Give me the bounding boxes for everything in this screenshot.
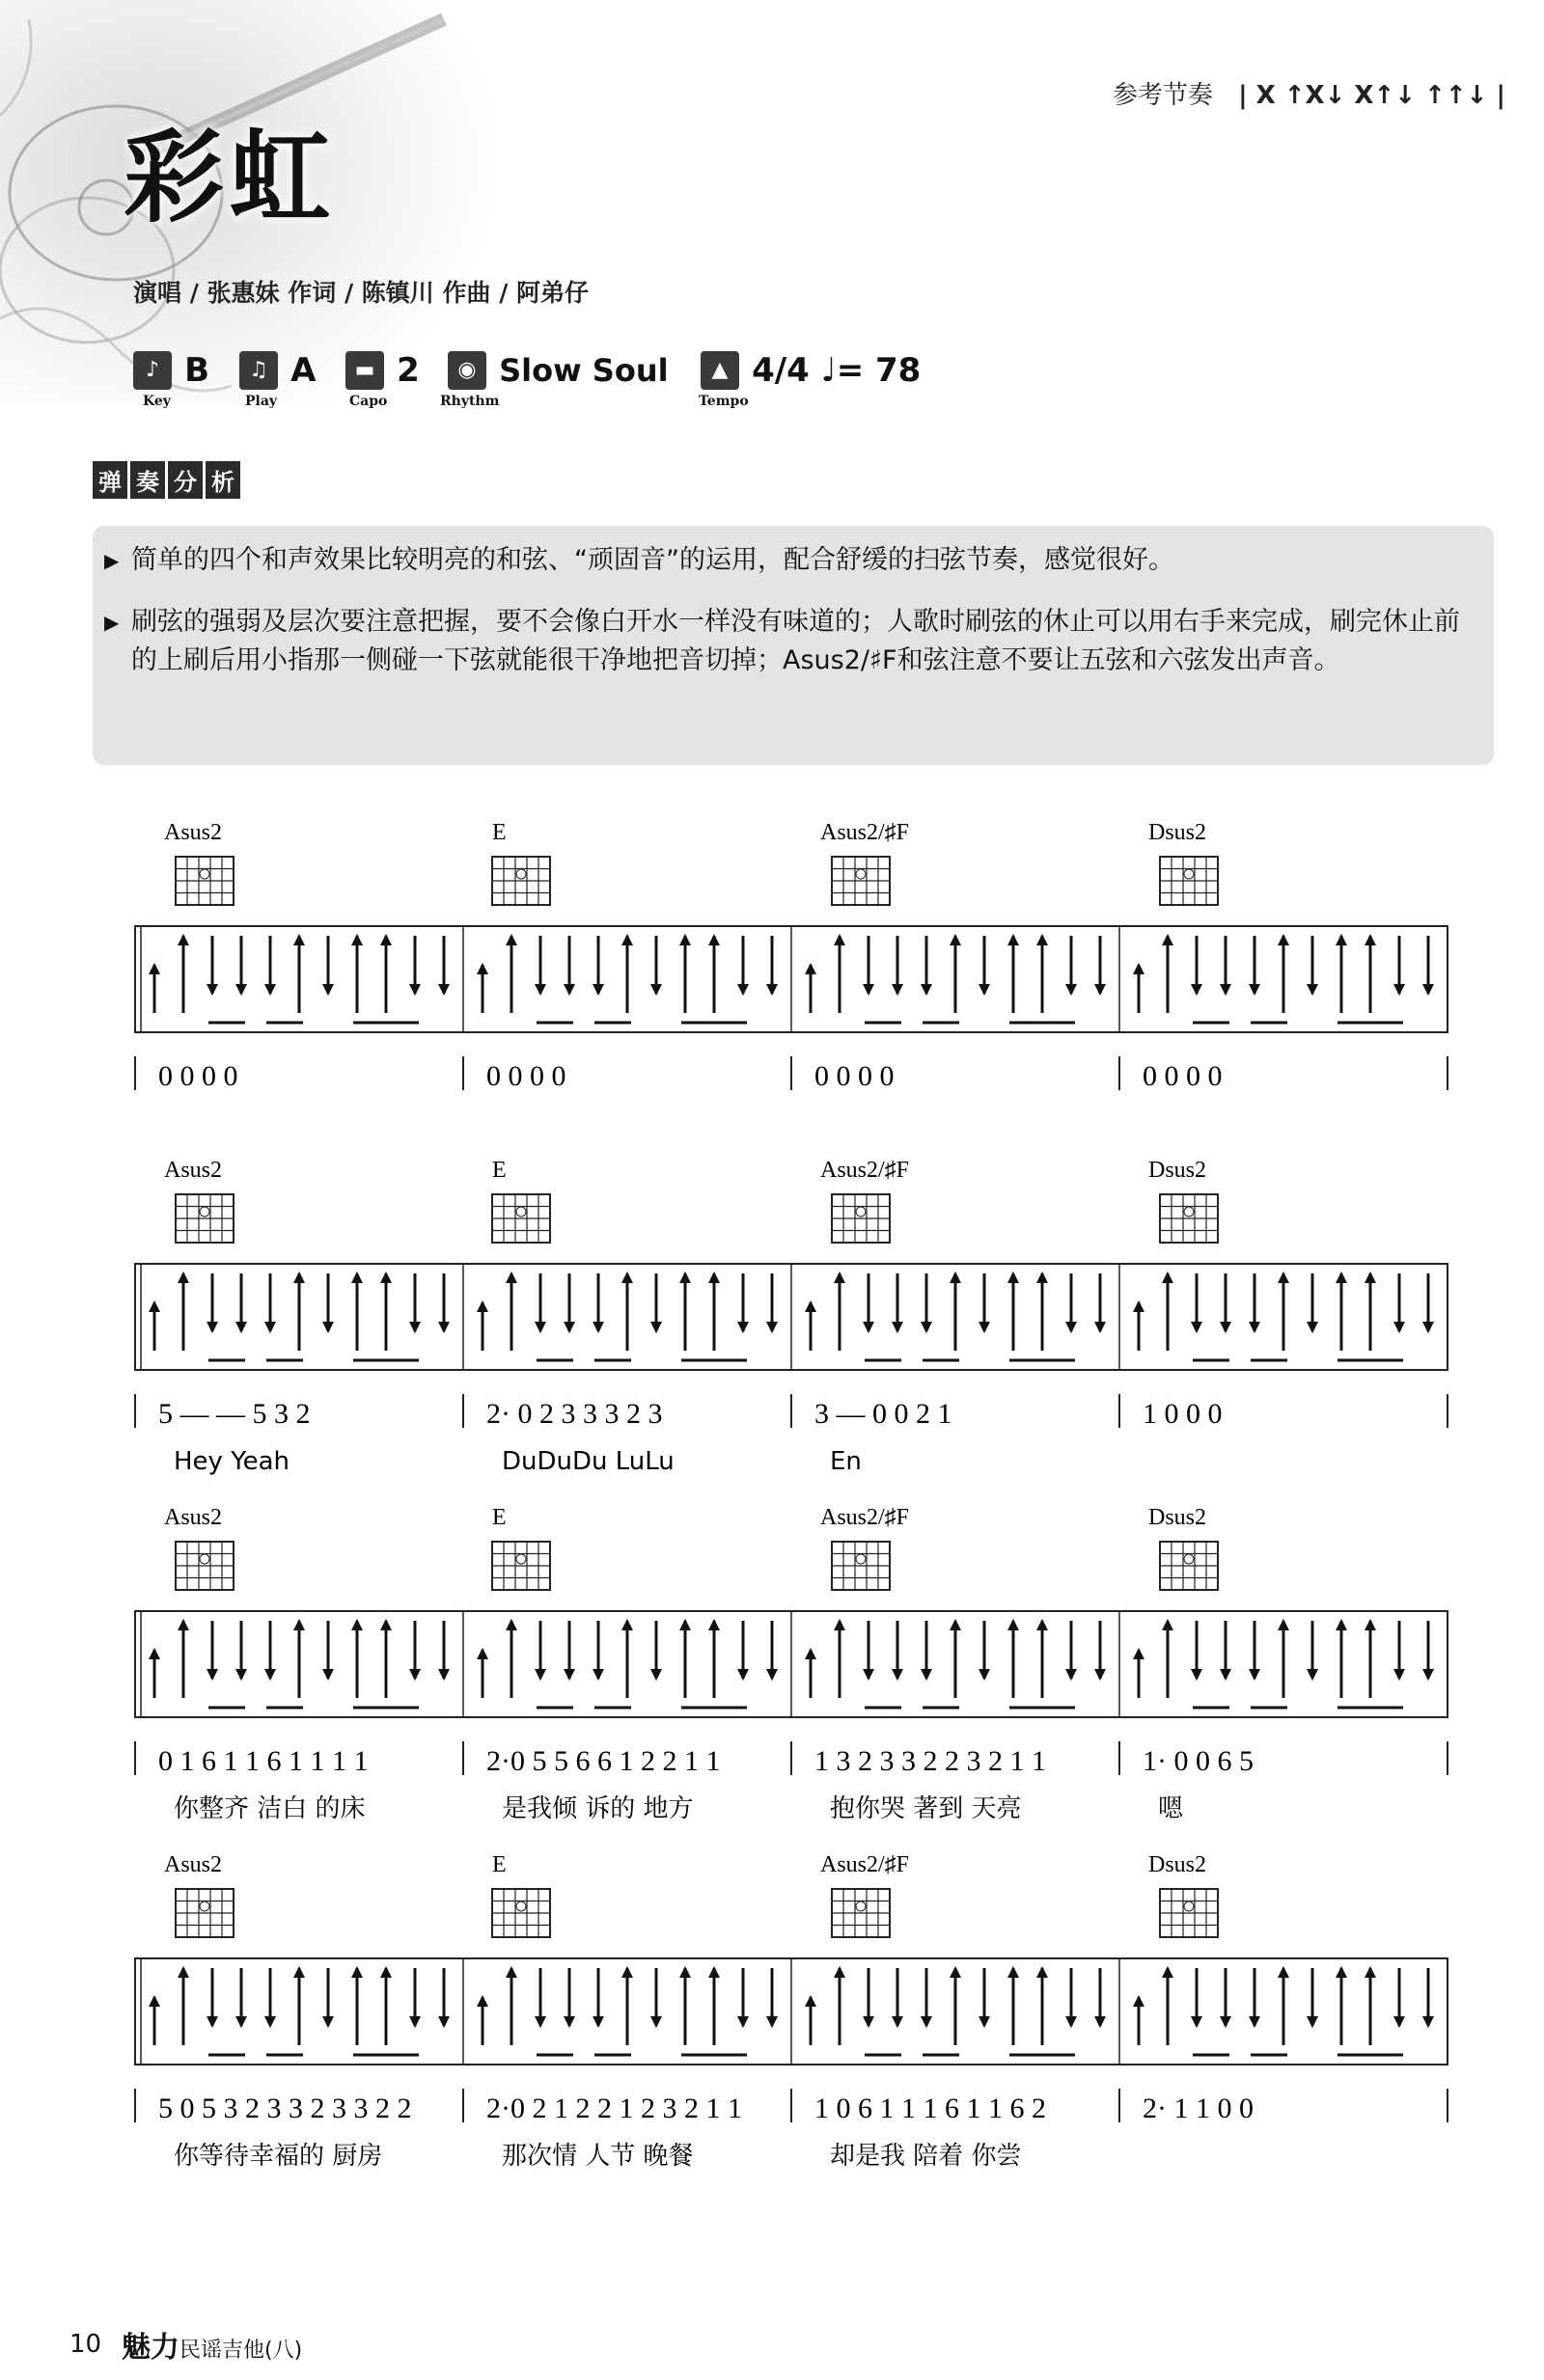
strum-up-arrow [351,1619,363,1630]
notation-measure: 2·0 2 1 2 2 1 2 3 2 1 1 [486,2093,742,2124]
chord-name: Asus2 [164,820,223,845]
strum-down-arrow [1094,1322,1106,1333]
strum-down-arrow [1191,1669,1202,1681]
notation-measure: 1 3 2 3 3 2 2 3 2 1 1 [814,1745,1046,1777]
chord-name: Dsus2 [1148,1158,1207,1183]
strum-down-arrow [564,1322,575,1333]
strum-up-arrow [1365,1619,1376,1630]
strum-up-arrow [1365,1966,1376,1978]
strum-up-arrow [178,1619,189,1630]
chord-finger-dot [516,869,526,879]
chord-diagram [832,1194,890,1243]
chord-finger-dot [856,1554,866,1564]
strum-down-arrow [1249,984,1260,996]
strum-down-arrow [1249,1322,1260,1333]
strum-down-arrow [863,1322,874,1333]
strum-up-arrow [1278,1966,1289,1978]
chord-finger-dot [516,1207,526,1217]
chord-name: Dsus2 [1148,1852,1207,1877]
strum-up-arrow [351,1966,363,1978]
capo-info [345,351,420,409]
rhythm-info [440,351,669,409]
capo-caption: Capo [349,394,388,409]
notation-measure: 1 0 6 1 1 1 6 1 1 6 2 [814,2093,1046,2124]
strum-up-arrow [1133,1995,1144,2007]
strum-down-arrow [892,1322,903,1333]
strum-down-arrow [863,1669,874,1681]
chord-name: Asus2 [164,1852,223,1877]
strum-down-arrow [1191,2016,1202,2028]
strum-up-arrow [805,1995,816,2007]
capo-value: 2 [397,351,420,390]
strum-up-arrow [834,1966,845,1978]
strum-up-arrow [708,1966,720,1978]
strum-up-arrow [1336,1272,1347,1283]
strum-up-arrow [805,1300,816,1312]
strum-down-arrow [207,1322,218,1333]
strum-up-arrow [149,963,160,974]
strum-up-arrow [477,1995,488,2007]
strum-down-arrow [650,1669,662,1681]
score-system [135,1852,1448,2171]
play-caption: Play [245,394,278,409]
strum-up-arrow [1007,1966,1019,1978]
strum-up-arrow [506,1966,517,1978]
strum-up-arrow [380,1272,392,1283]
strum-up-arrow [293,1619,305,1630]
strum-down-arrow [863,984,874,996]
strum-up-arrow [477,1300,488,1312]
rhythm-caption: Rhythm [440,394,500,409]
strum-down-arrow [235,2016,247,2028]
strum-down-arrow [1220,1322,1231,1333]
strum-up-arrow [1036,1272,1048,1283]
strum-up-arrow [679,1619,691,1630]
notation-measure: 1· 0 0 6 5 [1143,1745,1254,1777]
lyric-line: En [830,1447,862,1476]
chord-diagram [176,1542,234,1590]
strum-up-arrow [1133,963,1144,974]
strum-up-arrow [293,934,305,945]
strum-down-arrow [322,984,334,996]
score-system [135,820,1448,1092]
strum-down-arrow [235,984,247,996]
lyric-line: 抱你哭 著到 天亮 [830,1794,1022,1823]
notation-measure: 0 0 0 0 [486,1060,566,1092]
notation-measure: 2· 1 1 0 0 [1143,2093,1254,2124]
strum-up-arrow [506,1272,517,1283]
strum-down-arrow [979,1322,990,1333]
analysis-note [104,541,1473,580]
strum-down-arrow [207,1669,218,1681]
strum-down-arrow [1307,1322,1318,1333]
strum-down-arrow [264,1322,276,1333]
strum-down-arrow [1422,984,1434,996]
strum-up-arrow [1278,934,1289,945]
strum-down-arrow [535,1322,546,1333]
strum-down-arrow [766,1322,778,1333]
chord-name: Dsus2 [1148,1505,1207,1530]
strum-down-arrow [1307,1669,1318,1681]
lyric-line: 你等待幸福的 厨房 [174,2142,383,2171]
chord-finger-dot [1184,1207,1194,1217]
play-value: A [290,351,317,390]
strum-up-arrow [1336,934,1347,945]
strum-down-arrow [921,984,932,996]
strum-down-arrow [438,984,450,996]
chord-finger-dot [856,869,866,879]
notation-measure: 2· 0 2 3 3 3 2 3 [486,1398,663,1430]
strum-down-arrow [1094,1669,1106,1681]
strum-up-arrow [1365,1272,1376,1283]
rhythm-reference-label: 参考节奏 [1112,81,1213,110]
strum-down-arrow [535,1669,546,1681]
strum-up-arrow [1336,1619,1347,1630]
chord-finger-dot [1184,1554,1194,1564]
strum-up-arrow [1162,1619,1173,1630]
strum-down-arrow [892,2016,903,2028]
strum-up-arrow [1007,1272,1019,1283]
chord-name: E [492,820,507,845]
bullet-icon: ▶ [104,549,120,572]
strum-up-arrow [621,1619,633,1630]
strum-down-arrow [322,1669,334,1681]
strum-down-arrow [1393,984,1405,996]
key-value: B [184,351,210,390]
strum-down-arrow [322,2016,334,2028]
chord-diagram [176,1889,234,1937]
strum-up-arrow [950,1966,961,1978]
strum-down-arrow [1065,1669,1077,1681]
chord-name: E [492,1852,507,1877]
strum-down-arrow [1220,1669,1231,1681]
strum-down-arrow [207,984,218,996]
strum-down-arrow [593,2016,604,2028]
metronome-icon: ▲ [701,351,739,390]
notation-measure: 3 — 0 0 2 1 [814,1398,952,1430]
strum-up-arrow [708,1619,720,1630]
chord-finger-dot [1184,869,1194,879]
strum-down-arrow [1249,1669,1260,1681]
strum-down-arrow [409,1322,421,1333]
chord-diagram [492,1194,550,1243]
strum-up-arrow [380,1619,392,1630]
chord-finger-dot [200,869,209,879]
analysis-label-char: 弹 [93,461,127,499]
strum-up-arrow [679,1966,691,1978]
book-title-sub: 民谣吉他(八) [179,2339,303,2363]
strum-down-arrow [650,984,662,996]
analysis-notes-box [93,526,1494,765]
analysis-note-text: 刷弦的强弱及层次要注意把握，要不会像白开水一样没有味道的；人歌时刷弦的休止可以用右手来完成，刷完休止前的上刷后用小指那一侧碰一下弦就能很干净地把音切掉；Asus2/♯F和弦注意不要让五弦和六弦发出声音。 [131,607,1460,675]
strum-up-arrow [679,1272,691,1283]
strum-up-arrow [506,1619,517,1630]
strum-down-arrow [1422,1669,1434,1681]
strum-up-arrow [621,934,633,945]
strum-up-arrow [1365,934,1376,945]
strum-down-arrow [1094,2016,1106,2028]
strum-up-arrow [1133,1648,1144,1659]
chord-diagram [1160,1542,1218,1590]
chord-finger-dot [516,1901,526,1911]
strum-down-arrow [564,984,575,996]
lyric-line: 却是我 陪着 你尝 [830,2142,1022,2171]
strum-down-arrow [650,1322,662,1333]
chord-diagram [176,857,234,905]
page-number: 10 [69,2330,102,2359]
strum-down-arrow [766,2016,778,2028]
strum-down-arrow [1220,984,1231,996]
strum-up-arrow [380,1966,392,1978]
lyric-line: 嗯 [1158,1794,1184,1823]
strum-down-arrow [409,2016,421,2028]
strum-down-arrow [892,984,903,996]
strum-up-arrow [1036,1619,1048,1630]
strum-down-arrow [207,2016,218,2028]
strum-down-arrow [1094,984,1106,996]
strum-down-arrow [438,1322,450,1333]
strum-down-arrow [1393,1322,1405,1333]
strum-up-arrow [178,1272,189,1283]
analysis-label-char: 分 [168,461,203,499]
tempo-info [699,351,922,409]
strum-up-arrow [834,934,845,945]
notation-measure: 0 0 0 0 [158,1060,238,1092]
strum-up-arrow [506,934,517,945]
chord-name: Asus2/♯F [820,1158,910,1183]
strum-down-arrow [766,1669,778,1681]
strum-up-arrow [1336,1966,1347,1978]
strum-down-arrow [1220,2016,1231,2028]
strum-up-arrow [1007,934,1019,945]
strum-down-arrow [1307,2016,1318,2028]
notation-measure: 0 0 0 0 [814,1060,895,1092]
chord-name: Asus2/♯F [820,1505,910,1530]
song-credits: 演唱 / 张惠妹 作词 / 陈镇川 作曲 / 阿弟仔 [133,279,590,307]
strum-down-arrow [1065,2016,1077,2028]
chord-diagram [832,1889,890,1937]
strum-up-arrow [149,1300,160,1312]
strum-down-arrow [921,1322,932,1333]
strum-down-arrow [1191,984,1202,996]
strum-down-arrow [593,984,604,996]
lyric-line: 你整齐 洁白 的床 [174,1794,366,1823]
notation-measure: 0 1 6 1 1 6 1 1 1 1 [158,1745,369,1777]
strum-down-arrow [409,984,421,996]
strum-down-arrow [322,1322,334,1333]
guitar-score [0,810,1544,2200]
strum-up-arrow [1007,1619,1019,1630]
strum-up-arrow [178,934,189,945]
guitar-icon: ♫ [239,351,278,390]
strum-down-arrow [264,1669,276,1681]
strum-up-arrow [351,1272,363,1283]
strum-down-arrow [564,2016,575,2028]
strum-up-arrow [805,1648,816,1659]
key-caption: Key [143,394,171,409]
book-title [122,2323,302,2366]
strum-up-arrow [1278,1619,1289,1630]
strum-down-arrow [535,984,546,996]
strum-down-arrow [235,1669,247,1681]
notation-measure: 1 0 0 0 [1143,1398,1223,1430]
strum-down-arrow [409,1669,421,1681]
strum-down-arrow [1422,1322,1434,1333]
lyric-line: DuDuDu LuLu [502,1447,675,1476]
strum-down-arrow [921,2016,932,2028]
play-info [239,351,317,409]
strum-down-arrow [1422,2016,1434,2028]
chord-diagram [832,857,890,905]
chord-finger-dot [200,1901,209,1911]
strum-down-arrow [737,984,749,996]
rhythm-value: Slow Soul [499,352,669,389]
strum-down-arrow [535,2016,546,2028]
strum-up-arrow [1162,1966,1173,1978]
strum-up-arrow [380,934,392,945]
chord-name: Asus2 [164,1505,223,1530]
chord-finger-dot [200,1554,209,1564]
strum-up-arrow [621,1272,633,1283]
capo-icon: ▬ [345,351,384,390]
chord-name: Asus2/♯F [820,820,910,845]
strum-up-arrow [1278,1272,1289,1283]
notation-measure: 2·0 5 5 6 6 1 2 2 1 1 [486,1745,721,1777]
strum-up-arrow [477,963,488,974]
strum-down-arrow [1065,984,1077,996]
strum-up-arrow [149,1995,160,2007]
chord-finger-dot [856,1207,866,1217]
analysis-label-char: 析 [206,461,240,499]
strum-up-arrow [1036,934,1048,945]
chord-diagram [176,1194,234,1243]
analysis-label [93,461,243,500]
strum-down-arrow [737,2016,749,2028]
chord-finger-dot [856,1901,866,1911]
lyric-line: 是我倾 诉的 地方 [502,1794,694,1823]
song-title: 彩虹 [124,119,337,236]
strum-up-arrow [708,1272,720,1283]
analysis-note-text: 简单的四个和声效果比较明亮的和弦、“顽固音”的运用，配合舒缓的扫弦节奏，感觉很好。 [131,545,1174,575]
tempo-value: 4/4 ♩= 78 [752,351,922,390]
lyric-line: 那次情 人节 晚餐 [502,2142,694,2171]
strum-down-arrow [650,2016,662,2028]
strum-down-arrow [1249,2016,1260,2028]
strum-down-arrow [979,2016,990,2028]
rhythm-reference-pattern: | X ↑X↓ X↑↓ ↑↑↓ | [1238,81,1505,110]
strum-up-arrow [805,963,816,974]
strum-down-arrow [1393,2016,1405,2028]
chord-name: Asus2/♯F [820,1852,910,1877]
chord-diagram [1160,1194,1218,1243]
chord-diagram [492,857,550,905]
strum-down-arrow [264,2016,276,2028]
strum-up-arrow [1036,1966,1048,1978]
strum-down-arrow [979,984,990,996]
strum-up-arrow [178,1966,189,1978]
chord-diagram [832,1542,890,1590]
strum-up-arrow [477,1648,488,1659]
strum-up-arrow [834,1619,845,1630]
strum-down-arrow [892,1669,903,1681]
strum-up-arrow [293,1966,305,1978]
notation-measure: 0 0 0 0 [1143,1060,1223,1092]
strum-up-arrow [1162,934,1173,945]
strum-down-arrow [863,2016,874,2028]
strum-down-arrow [1307,984,1318,996]
score-system [135,1158,1448,1476]
chord-name: Dsus2 [1148,820,1207,845]
tempo-caption: Tempo [699,394,749,409]
chord-diagram [492,1542,550,1590]
analysis-note [104,603,1473,680]
score-system [135,1505,1448,1823]
chord-diagram [492,1889,550,1937]
strum-up-arrow [950,1272,961,1283]
chord-name: Asus2 [164,1158,223,1183]
key-icon: ♪ [133,351,172,390]
strum-up-arrow [950,1619,961,1630]
book-title-main: 魅力 [122,2331,179,2365]
strum-up-arrow [1133,1300,1144,1312]
strum-up-arrow [351,934,363,945]
strum-down-arrow [438,1669,450,1681]
strum-up-arrow [679,934,691,945]
strum-up-arrow [149,1648,160,1659]
song-info-row [133,351,1002,409]
strum-down-arrow [979,1669,990,1681]
chord-finger-dot [516,1554,526,1564]
strum-down-arrow [235,1322,247,1333]
chord-name: E [492,1505,507,1530]
strum-up-arrow [621,1966,633,1978]
strum-up-arrow [1162,1272,1173,1283]
strum-up-arrow [834,1272,845,1283]
strum-down-arrow [1393,1669,1405,1681]
chord-diagram [1160,1889,1218,1937]
lyric-line: Hey Yeah [174,1447,290,1476]
drum-icon: ◉ [448,351,486,390]
strum-down-arrow [766,984,778,996]
strum-down-arrow [737,1322,749,1333]
chord-name: E [492,1158,507,1183]
key-info [133,351,210,409]
chord-finger-dot [1184,1901,1194,1911]
rhythm-reference [1113,75,1505,111]
chord-diagram [1160,857,1218,905]
strum-down-arrow [264,984,276,996]
strum-up-arrow [293,1272,305,1283]
chord-finger-dot [200,1207,209,1217]
strum-down-arrow [1191,1322,1202,1333]
strum-down-arrow [564,1669,575,1681]
strum-up-arrow [708,934,720,945]
strum-down-arrow [593,1322,604,1333]
notation-measure: 5 — — 5 3 2 [158,1398,311,1430]
bullet-icon: ▶ [104,611,120,634]
strum-down-arrow [438,2016,450,2028]
analysis-label-char: 奏 [130,461,165,499]
strum-up-arrow [950,934,961,945]
strum-down-arrow [593,1669,604,1681]
strum-down-arrow [921,1669,932,1681]
strum-down-arrow [1065,1322,1077,1333]
notation-measure: 5 0 5 3 2 3 3 2 3 3 2 2 [158,2093,412,2124]
strum-down-arrow [737,1669,749,1681]
